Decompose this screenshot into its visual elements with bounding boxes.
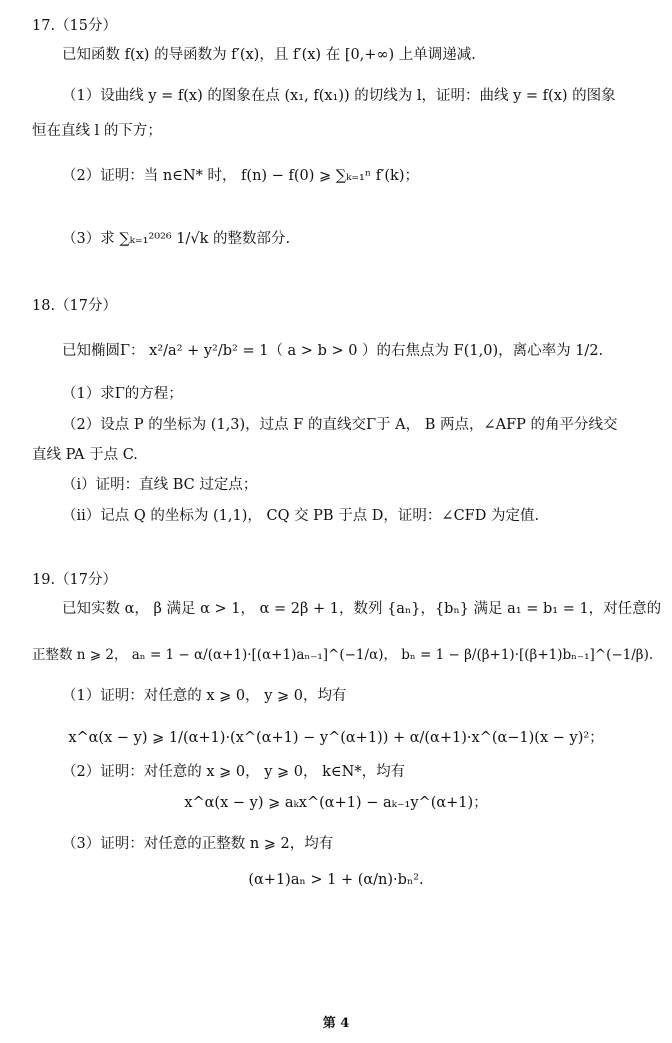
- q18-part2-ii: （ii）记点 Q 的坐标为 (1,1)， CQ 交 PB 于点 D，证明：∠CFD 为定值.: [62, 508, 540, 524]
- q17-part1-line2: 恒在直线 l 的下方；: [32, 123, 162, 139]
- q18-stem: 已知椭圆Γ： x²/a² + y²/b² = 1（ a > b > 0 ）的右焦点为 F(1,0)，离心率为 1/2.: [62, 343, 604, 359]
- q19-stem-line2: 正整数 n ⩾ 2， aₙ = 1 − α/(α+1)·[(α+1)aₙ₋₁]^(−1/α)， bₙ = 1 − β/(β+1)·[(β+1)bₙ₋₁]^(−1/β).: [32, 647, 654, 663]
- q18-header: 18.（17分）: [32, 298, 118, 314]
- q18-part2-line2: 直线 PA 于点 C.: [32, 447, 138, 463]
- q19-part1-intro: （1）证明：对任意的 x ⩾ 0， y ⩾ 0，均有: [62, 688, 347, 704]
- q18-part1: （1）求Γ的方程；: [62, 386, 183, 402]
- page-number: 第 4: [322, 1016, 350, 1031]
- q18-part2-i: （i）证明：直线 BC 过定点；: [62, 477, 258, 493]
- q17-part1-line1: （1）设曲线 y = f(x) 的图象在点 (x₁, f(x₁)) 的切线为 l，证明：曲线 y = f(x) 的图象: [62, 88, 616, 104]
- q19-part2-formula: x^α(x − y) ⩾ aₖx^(α+1) − aₖ₋₁y^(α+1)；: [184, 795, 488, 811]
- q19-header: 19.（17分）: [32, 572, 118, 588]
- q19-part2-intro: （2）证明：对任意的 x ⩾ 0， y ⩾ 0， k∈N*，均有: [62, 764, 406, 780]
- q17-part2: （2）证明：当 n∈N* 时， f(n) − f(0) ⩾ ∑ₖ₌₁ⁿ f′(k)；: [62, 168, 419, 184]
- q19-stem-line1: 已知实数 α， β 满足 α > 1， α = 2β + 1，数列 {aₙ}，{bₙ} 满足 a₁ = b₁ = 1，对任意的: [62, 601, 662, 617]
- q18-part2-line1: （2）设点 P 的坐标为 (1,3)，过点 F 的直线交Γ于 A， B 两点，∠AFP 的角平分线交: [62, 417, 618, 433]
- q17-part3: （3）求 ∑ₖ₌₁²⁰²⁶ 1/√k 的整数部分.: [62, 231, 291, 247]
- q19-part3-intro: （3）证明：对任意的正整数 n ⩾ 2，均有: [62, 836, 334, 852]
- q17-header: 17.（15分）: [32, 18, 118, 34]
- q17-stem: 已知函数 f(x) 的导函数为 f′(x)，且 f′(x) 在 [0,+∞) 上单调递减.: [62, 47, 476, 63]
- q19-part1-formula: x^α(x − y) ⩾ 1/(α+1)·(x^(α+1) − y^(α+1)) + α/(α+1)·x^(α−1)(x − y)²；: [68, 730, 604, 746]
- q19-part3-formula: (α+1)aₙ > 1 + (α/n)·bₙ².: [248, 872, 424, 888]
